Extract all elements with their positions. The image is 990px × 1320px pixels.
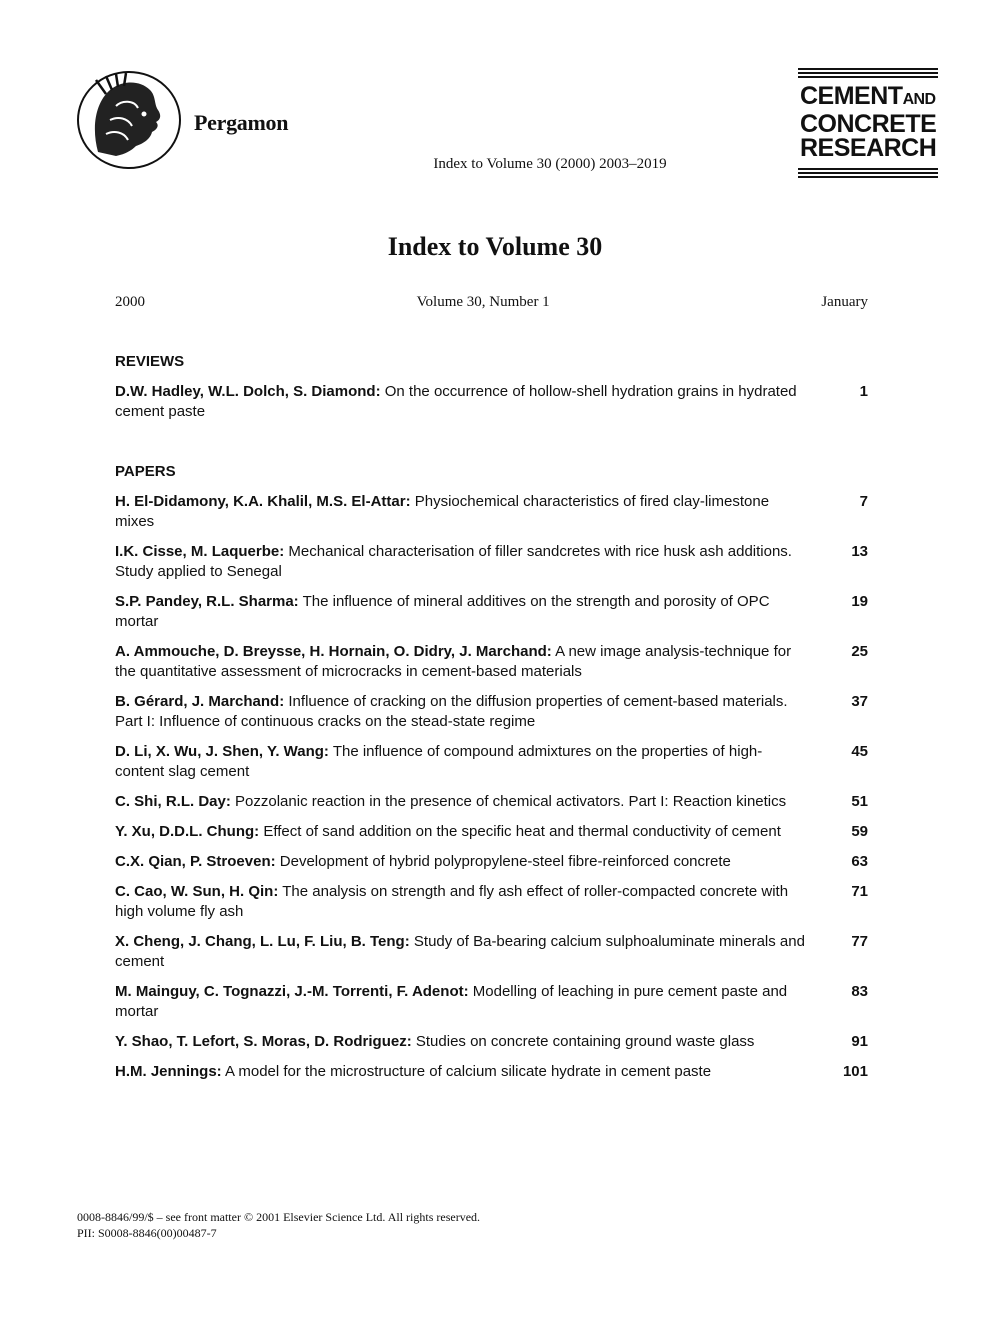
running-head: Index to Volume 30 (2000) 2003–2019 bbox=[433, 156, 667, 172]
index-entry bbox=[115, 852, 868, 872]
entry-page-number: 1 bbox=[859, 383, 868, 400]
entry-title: Modelling of leaching in pure cement paste and mortar bbox=[115, 983, 788, 1020]
entry-title: Physiochemical characteristics of fired clay-limestone mixes bbox=[115, 493, 770, 530]
entry-page-number: 71 bbox=[851, 883, 868, 900]
entry-title: Effect of sand addition on the specific heat and thermal conductivity of cement bbox=[263, 823, 781, 840]
index-entry bbox=[115, 792, 868, 812]
entry-page-number: 7 bbox=[859, 493, 868, 510]
entry-title: Development of hybrid polypropylene-steel fibre-reinforced concrete bbox=[279, 853, 731, 870]
entry-text bbox=[115, 852, 805, 872]
athena-head-icon bbox=[76, 70, 182, 170]
index-entry bbox=[115, 1062, 868, 1082]
entry-text bbox=[115, 542, 805, 582]
entry-authors: H. El-Didamony, K.A. Khalil, M.S. El-Attar: bbox=[115, 493, 411, 510]
entry-text bbox=[115, 592, 805, 632]
entry-title: Influence of cracking on the diffusion properties of cement-based materials. Part I: Influence of continuous cracks on the stead-state regime bbox=[115, 693, 788, 730]
entry-title: A model for the microstructure of calcium silicate hydrate in cement paste bbox=[225, 1063, 712, 1080]
entry-title: On the occurrence of hollow-shell hydration grains in hydrated cement paste bbox=[115, 383, 797, 420]
page-title: Index to Volume 30 bbox=[387, 232, 603, 261]
entry-text bbox=[115, 1062, 805, 1082]
entry-page-number: 13 bbox=[851, 543, 868, 560]
entry-authors: C. Cao, W. Sun, H. Qin: bbox=[115, 883, 279, 900]
entry-page-number: 59 bbox=[851, 823, 868, 840]
entry-authors: S.P. Pandey, R.L. Sharma: bbox=[115, 593, 299, 610]
entry-title: Studies on concrete containing ground waste glass bbox=[415, 1033, 755, 1050]
entry-authors: M. Mainguy, C. Tognazzi, J.-M. Torrenti, F. Adenot: bbox=[115, 983, 469, 1000]
entry-page-number: 91 bbox=[851, 1033, 868, 1050]
entry-text bbox=[115, 822, 805, 842]
entry-page-number: 77 bbox=[851, 933, 868, 950]
pergamon-logo bbox=[76, 70, 182, 170]
entry-page-number: 51 bbox=[851, 793, 868, 810]
reviews-list bbox=[115, 382, 868, 422]
entry-authors: Y. Shao, T. Lefort, S. Moras, D. Rodriguez: bbox=[115, 1033, 412, 1050]
entry-text bbox=[115, 742, 805, 782]
entry-page-number: 37 bbox=[851, 693, 868, 710]
entry-text bbox=[115, 882, 805, 922]
entry-title: Study of Ba-bearing calcium sulphoaluminate minerals and cement bbox=[115, 933, 805, 970]
index-entry bbox=[115, 382, 868, 422]
index-entry bbox=[115, 692, 868, 732]
entry-text bbox=[115, 492, 805, 532]
index-entry bbox=[115, 882, 868, 922]
entry-text bbox=[115, 932, 805, 972]
entry-title: The influence of mineral additives on the strength and porosity of OPC mortar bbox=[115, 593, 770, 630]
entry-title: A new image analysis-technique for the quantitative assessment of microcracks in cement-based materials bbox=[115, 643, 792, 680]
entry-title: The analysis on strength and fly ash effect of roller-compacted concrete with high volume fly ash bbox=[115, 883, 789, 920]
entry-authors: X. Cheng, J. Chang, L. Lu, F. Liu, B. Teng: bbox=[115, 933, 410, 950]
entry-page-number: 101 bbox=[842, 1063, 868, 1080]
entry-title: Mechanical characterisation of filler sandcretes with rice husk ash additions. Study applied to Senegal bbox=[115, 543, 792, 580]
entry-page-number: 25 bbox=[851, 643, 868, 660]
entry-authors: C. Shi, R.L. Day: bbox=[115, 793, 231, 810]
index-entry bbox=[115, 932, 868, 972]
entry-page-number: 63 bbox=[851, 853, 868, 870]
index-entry bbox=[115, 542, 868, 582]
index-entry bbox=[115, 742, 868, 782]
section-heading-reviews: REVIEWS bbox=[115, 353, 185, 370]
footer bbox=[77, 1209, 480, 1241]
entry-title: The influence of compound admixtures on the properties of high-content slag cement bbox=[115, 743, 763, 780]
entry-page-number: 19 bbox=[851, 593, 868, 610]
index-entry bbox=[115, 592, 868, 632]
papers-list bbox=[115, 492, 868, 1082]
issue-volume-number: Volume 30, Number 1 bbox=[416, 294, 550, 310]
entry-text bbox=[115, 1032, 805, 1052]
index-entry bbox=[115, 982, 868, 1022]
footer-pii: PII: S0008-8846(00)00487-7 bbox=[77, 1226, 217, 1240]
publisher-name: Pergamon bbox=[194, 110, 289, 135]
entry-page-number: 45 bbox=[851, 743, 868, 760]
entry-text bbox=[115, 382, 805, 422]
section-heading-papers: PAPERS bbox=[115, 463, 176, 480]
entry-authors: H.M. Jennings: bbox=[115, 1063, 222, 1080]
entry-authors: C.X. Qian, P. Stroeven: bbox=[115, 853, 276, 870]
entry-text bbox=[115, 792, 805, 812]
entry-page-number: 83 bbox=[851, 983, 868, 1000]
entry-authors: Y. Xu, D.D.L. Chung: bbox=[115, 823, 260, 840]
footer-copyright: 0008-8846/99/$ – see front matter © 2001 Elsevier Science Ltd. All rights reserved. bbox=[77, 1210, 481, 1224]
entry-text bbox=[115, 982, 805, 1022]
entry-text bbox=[115, 692, 805, 732]
entry-authors: A. Ammouche, D. Breysse, H. Hornain, O. Didry, J. Marchand: bbox=[115, 643, 552, 660]
journal-logo-text: CEMENTAND CONCRETE RESEARCH bbox=[800, 82, 937, 162]
entry-authors: B. Gérard, J. Marchand: bbox=[115, 693, 285, 710]
index-entry bbox=[115, 822, 868, 842]
index-entry bbox=[115, 642, 868, 682]
issue-month: January bbox=[821, 294, 868, 310]
index-entry bbox=[115, 492, 868, 532]
entry-authors: D. Li, X. Wu, J. Shen, Y. Wang: bbox=[115, 743, 329, 760]
issue-line bbox=[115, 294, 868, 311]
issue-year: 2000 bbox=[115, 294, 145, 310]
entry-title: Pozzolanic reaction in the presence of chemical activators. Part I: Reaction kinetics bbox=[235, 793, 787, 810]
entry-text bbox=[115, 642, 805, 682]
index-content bbox=[115, 352, 868, 1092]
index-entry bbox=[115, 1032, 868, 1052]
entry-authors: D.W. Hadley, W.L. Dolch, S. Diamond: bbox=[115, 383, 381, 400]
entry-authors: I.K. Cisse, M. Laquerbe: bbox=[115, 543, 285, 560]
